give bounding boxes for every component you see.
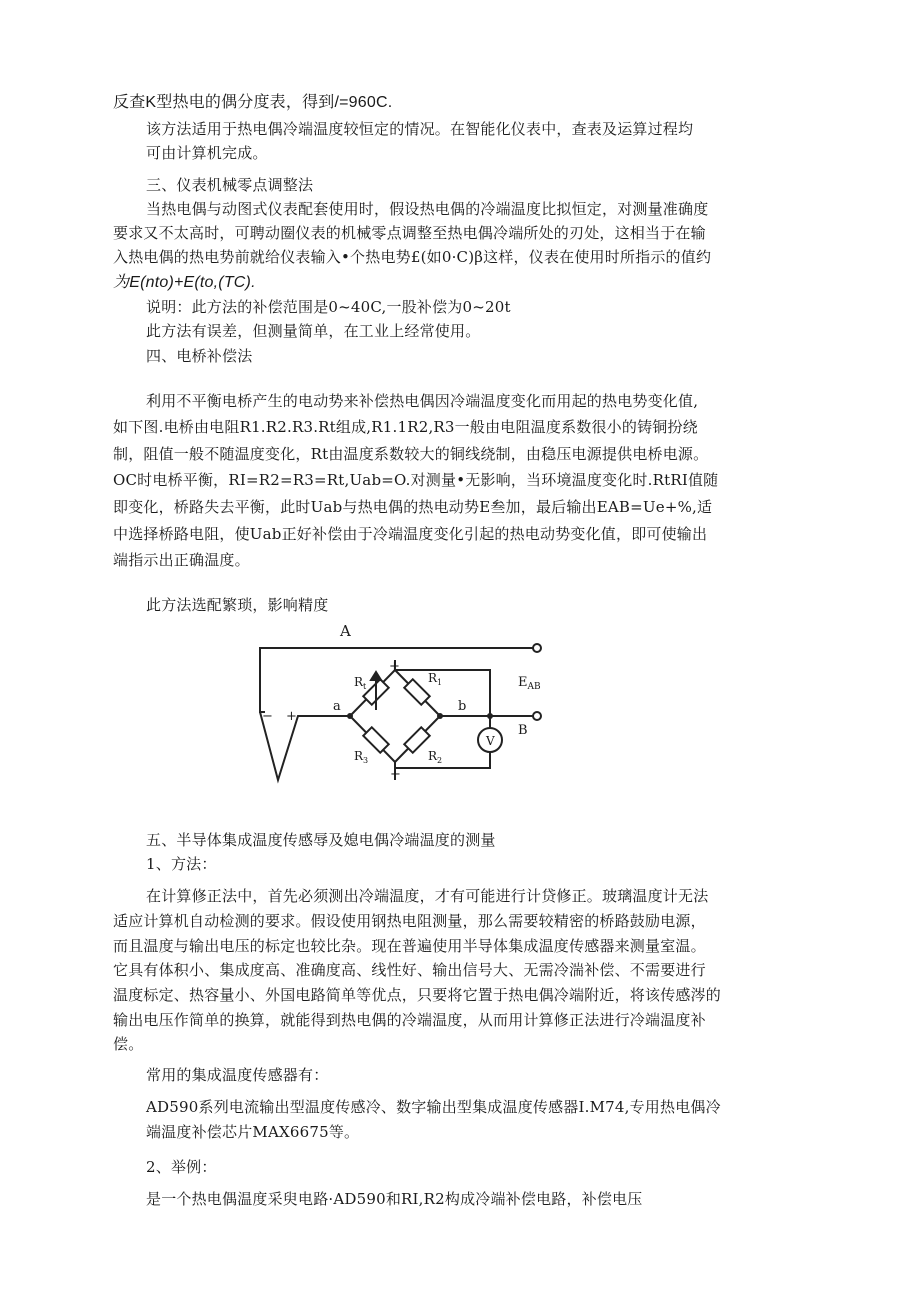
- paragraph-line: 是一个热电偶温度采臾电路·AD590和RI,R2构成冷端补偿电路，补偿电压: [146, 1190, 643, 1208]
- label-plus-thermocouple: +: [286, 709, 297, 724]
- section-heading: 三、仪表机械零点调整法: [146, 176, 314, 194]
- label-b-node: b: [458, 699, 467, 714]
- label-eab: $E_{AB}$: [518, 675, 541, 692]
- label-rt: $R_t$: [354, 675, 367, 691]
- label-v: V: [486, 734, 495, 748]
- paragraph-line: 在计算修正法中，首先必须测出冷端温度，才有可能进行计贷修正。玻璃温度计无法: [146, 887, 709, 905]
- subsection-heading: 2、举例：: [146, 1158, 217, 1176]
- paragraph-line: OC时电桥平衡，RI=R2=R3=Rt,Uab=O.对测量•无影响，当环境温度变化时.RtRI值随: [113, 471, 719, 489]
- paragraph-line: 端温度补偿芯片MAX6675等。: [146, 1123, 360, 1141]
- label-b-out: B: [518, 723, 528, 738]
- label-r1: $R_1$: [428, 671, 443, 687]
- paragraph-line: 即变化，桥路失去平衡，此时Uab与热电偶的热电动势E叁加，最后输出EAB=Ue+%,适: [113, 498, 713, 516]
- resistor-r3: [363, 727, 388, 752]
- paragraph-line: 中选择桥路电阻，使Uab正好补偿由于冷端温度变化引起的热电动势变化值，即可使输出: [113, 525, 708, 543]
- label-r2: $R_2$: [428, 749, 443, 765]
- paragraph-line: 反查K型热电的偶分度表，得到/=960C.: [113, 94, 393, 111]
- paragraph-line: 入热电偶的热电势前就给仪表输入•个热电势£(如0·C)β这样，仪表在使用时所指示的值约: [113, 248, 712, 266]
- paragraph-line: 此方法选配繁琐，影响精度: [146, 596, 329, 614]
- paragraph-line: 常用的集成温度传感器有：: [146, 1066, 329, 1084]
- paragraph-line: 说明：此方法的补偿范围是0~40C,一股补偿为0~20t: [146, 298, 511, 316]
- label-a-node: a: [333, 699, 341, 714]
- paragraph-line: 要求又不太高时，可聘动圈仪表的机械零点调整至热电偶冷端所处的刃处，这相当于在输: [113, 224, 706, 242]
- paragraph-line: 当热电偶与动图式仪表配套使用时，假设热电偶的冷端温度比拟恒定，对测量准确度: [146, 200, 709, 218]
- paragraph-line: 利用不平衡电桥产生的电动势来补偿热电偶因冷端温度变化而用起的热电势变化值,: [146, 392, 699, 410]
- paragraph-line: 制，阻值一般不随温度变化，Rt由温度系数较大的铜线绕制，由稳压电源提供电桥电源。: [113, 445, 709, 463]
- paragraph-line: 可由计算机完成。: [146, 144, 268, 162]
- paragraph-line: 它具有体积小、集成度高、准确度高、线性好、输出信号大、无需冷湍补偿、不需要进行: [113, 961, 706, 979]
- resistor-r2: [404, 727, 429, 752]
- label-plus-top: +: [389, 659, 400, 674]
- paragraph-line: 而且温度与输出电压的标定也较比杂。现在普遍使用半导体集成温度传感器来测量室温。: [113, 937, 706, 955]
- label-r3: $R_3$: [354, 749, 369, 765]
- section-heading: 五、半导体集成温度传感辱及媳电偶冷端温度的测量: [146, 831, 496, 849]
- paragraph-line: 如下图.电桥由电阻R1.R2.R3.Rt组成,R1.1R2,R3一般由电阻温度系数很小的铸铜扮绕: [113, 418, 698, 436]
- label-a-top: A: [340, 622, 351, 640]
- paragraph-line: 该方法适用于热电偶冷端温度较恒定的情况。在智能化仪表中，查表及运算过程均: [146, 120, 694, 138]
- formula-line: 为E(nto)+E(to,(TC).: [113, 274, 256, 291]
- paragraph-line: 此方法有误差，但测量简单，在工业上经常使用。: [146, 322, 481, 340]
- label-minus-thermocouple: −: [262, 709, 273, 724]
- paragraph-line: 偿。: [113, 1035, 144, 1053]
- paragraph-line: 输出电压作简单的换算，就能得到热电偶的冷端温度，从而用计算修正法进行冷端温度补: [113, 1011, 706, 1029]
- paragraph-line: 温度标定、热容量小、外国电路简单等优点，只要将它置于热电偶冷端附近，将该传感涔的: [113, 986, 722, 1004]
- paragraph-line: AD590系列电流输出型温度传感冷、数字输出型集成温度传感器I.M74,专用热电偶冷: [146, 1098, 721, 1116]
- resistor-r1: [404, 679, 429, 704]
- subsection-heading: 1、方法：: [146, 855, 217, 873]
- paragraph-line: 适应计算机自动检测的要求。假设使用钢热电阻测量，那么需要较精密的桥路鼓励电源，: [113, 912, 706, 930]
- label-minus-bottom: −: [390, 767, 401, 782]
- section-heading: 四、电桥补偿法: [146, 347, 253, 365]
- paragraph-line: 端指示出正确温度。: [113, 551, 250, 569]
- bridge-compensation-circuit-diagram: [240, 620, 560, 800]
